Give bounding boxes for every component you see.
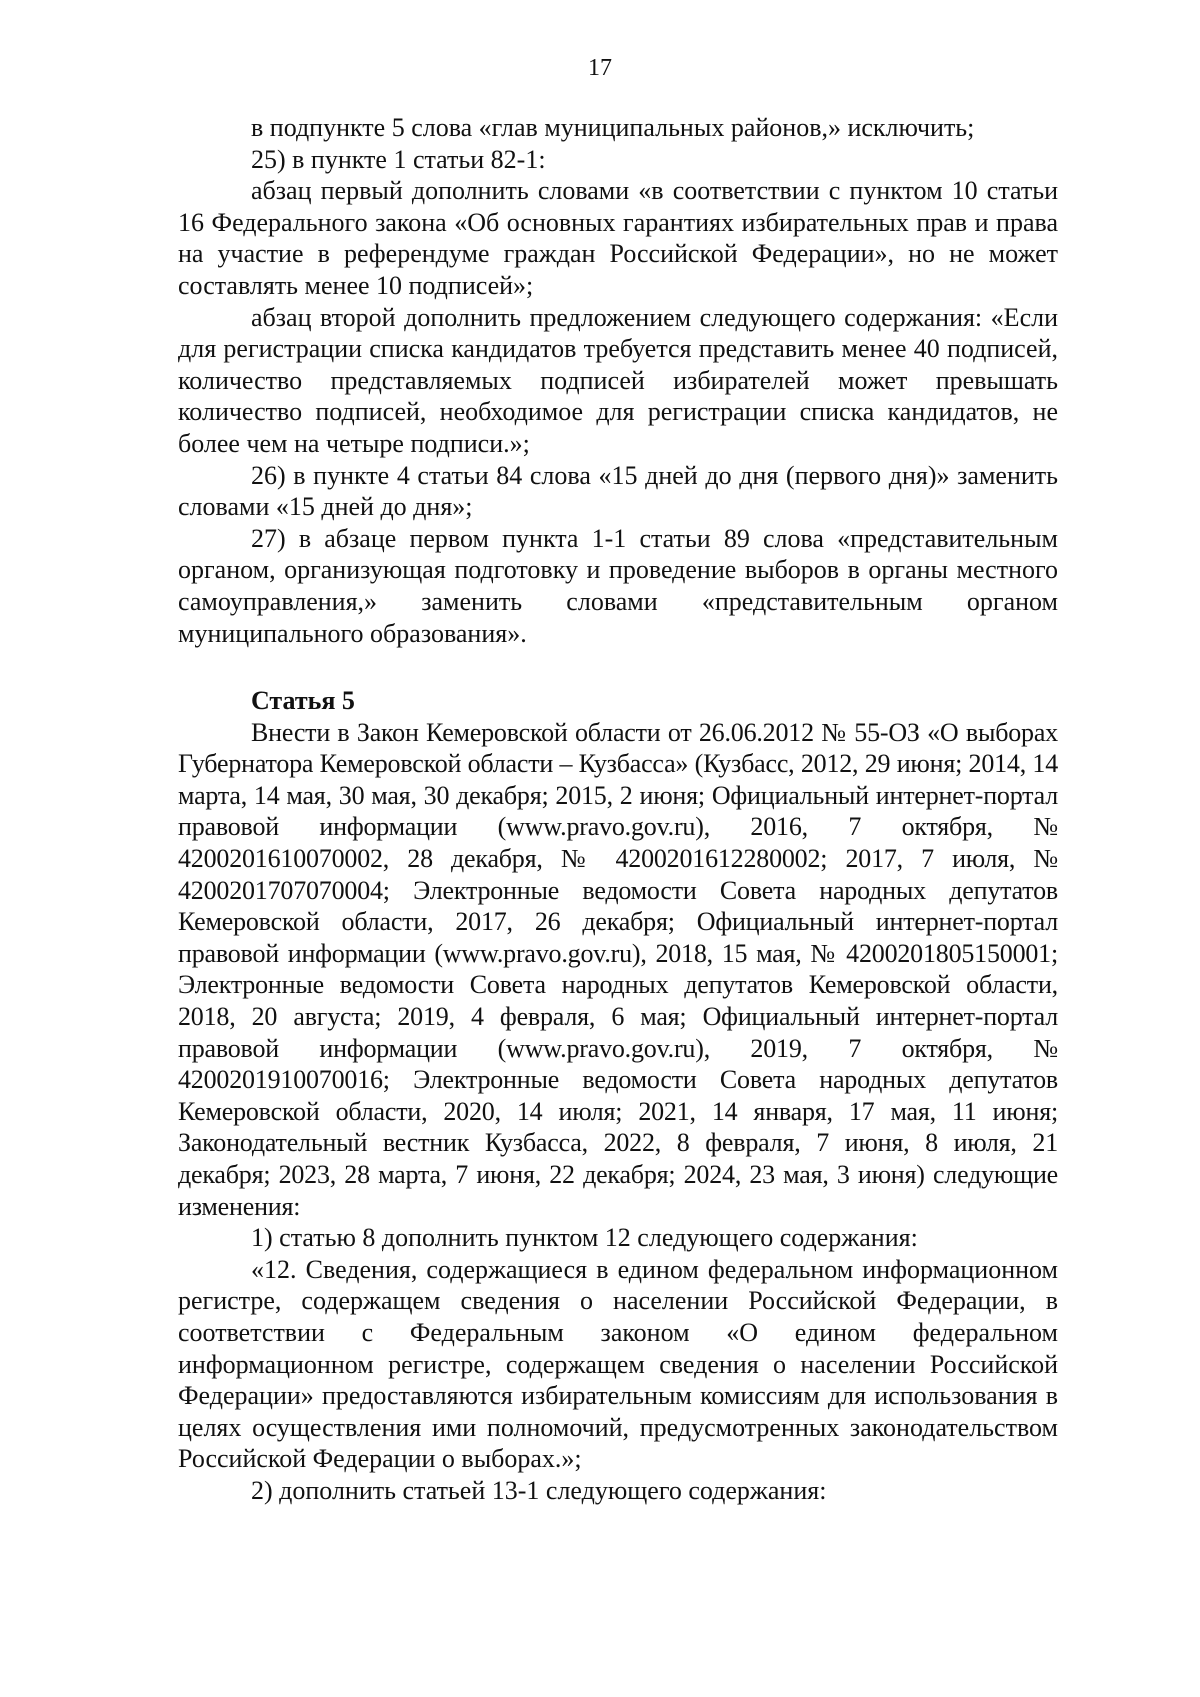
paragraph-item-27: 27) в абзаце первом пункта 1-1 статьи 89 слова «представительным органом, организующая подготовку и проведение выборов в органы местного самоуправления,» заменить словами «представительным органом муниципального образования». (178, 523, 1058, 648)
paragraph-item-26: 26) в пункте 4 статьи 84 слова «15 дней до дня (первого дня)» заменить словами «15 дней до дня»; (178, 460, 1058, 522)
paragraph-item-25: 25) в пункте 1 статьи 82-1: (251, 144, 546, 174)
document-body (178, 112, 1058, 1507)
paragraph-quote-12: «12. Сведения, содержащиеся в едином федеральном информационном регистре, содержащем сведения о населении Российской Федерации, в соответствии с Федеральным законом «О едином федеральном информационном регистре, содержащем сведения о населении Российской Федерации» предоставляются избирательным комиссиям для использования в целях осуществления ими полномочий, предусмотренных законодательством Российской Федерации о выборах.»; (178, 1254, 1058, 1474)
paragraph-item-1: 1) статью 8 дополнить пунктом 12 следующего содержания: (251, 1223, 918, 1253)
paragraph-second-indent: абзац второй дополнить предложением следующего содержания: «Если для регистрации списка кандидатов требуется представить менее 40 подписей, количество представляемых подписей избирателей может превышать количество подписей, необходимое для регистрации списка кандидатов, не более чем на четыре подписи.»; (178, 302, 1058, 458)
page-number: 17 (588, 55, 612, 81)
paragraph-subpoint-5: в подпункте 5 слова «глав муниципальных районов,» исключить; (251, 113, 975, 142)
paragraph-item-2: 2) дополнить статьей 13-1 следующего содержания: (251, 1475, 827, 1505)
article-heading: Статья 5 (251, 686, 355, 716)
paragraph-amendment-intro: Внести в Закон Кемеровской области от 26.06.2012 № 55-ОЗ «О выборах Губернатора Кемеровской области – Кузбасса» (Кузбасс, 2012, 29 июня; 2014, 14 марта, 14 мая, 30 мая, 30 декабря; 2015, 2 июня; Официальный интернет-портал правовой информации (www.pravo.gov.ru), 2016, 7 октября, № 4200201610070002, 28 декабря, № 4200201612280002; 2017, 7 июля, № 4200201707070004; Электронные ведомости Совета народных депутатов Кемеровской области, 2017, 26 декабря; Официальный интернет-портал правовой информации (www.pravo.gov.ru), 2018, 15 мая, № 4200201805150001; Электронные ведомости Совета народных депутатов Кемеровской области, 2018, 20 августа; 2019, 4 февраля, 6 мая; Официальный интернет-портал правовой информации (www.pravo.gov.ru), 2019, 7 октября, № 4200201910070016; Электронные ведомости Совета народных депутатов Кемеровской области, 2020, 14 июля; 2021, 14 января, 17 мая, 11 июня; Законодательный вестник Кузбасса, 2022, 8 февраля, 7 июня, 8 июля, 21 декабря; 2023, 28 марта, 7 июня, 22 декабря; 2024, 23 мая, 3 июня) следующие изменения: (178, 717, 1058, 1221)
paragraph-first-indent: абзац первый дополнить словами «в соответствии с пунктом 10 статьи 16 Федерального закона «Об основных гарантиях избирательных прав и права на участие в референдуме граждан Российской Федерации», но не может составлять менее 10 подписей»; (178, 176, 1058, 300)
